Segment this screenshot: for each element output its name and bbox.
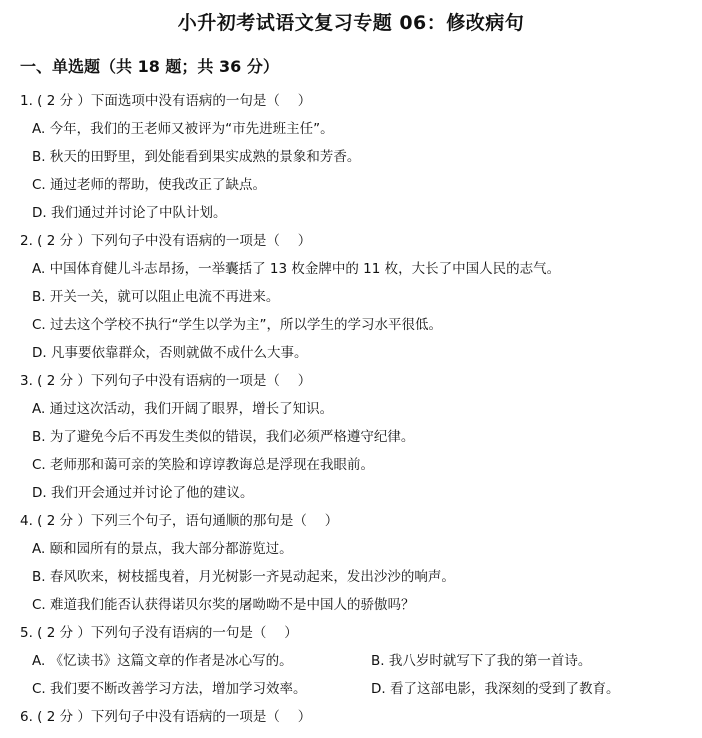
option-b: B. 开关一关，就可以阻止电流不再进来。 [32, 289, 280, 305]
question-stem: 2. ( 2 分 ）下列句子中没有语病的一项是（ ） [20, 233, 312, 249]
option-d: D. 看了这部电影，我深刻的受到了教育。 [371, 681, 620, 697]
option-row [0, 678, 702, 706]
question-list [0, 90, 702, 734]
option-a: A. 通过这次活动，我们开阔了眼界，增长了知识。 [32, 401, 334, 417]
question-stem: 3. ( 2 分 ）下列句子中没有语病的一项是（ ） [20, 373, 312, 389]
option-c: C. 过去这个学校不执行“学生以学为主”，所以学生的学习水平很低。 [32, 317, 442, 333]
option-b: B. 为了避免今后不再发生类似的错误，我们必须严格遵守纪律。 [32, 429, 415, 445]
section-heading: 一、单选题（共 18 题；共 36 分） [20, 57, 279, 76]
option-a: A. 颐和园所有的景点，我大部分都游览过。 [32, 541, 293, 557]
option-d: D. 我们开会通过并讨论了他的建议。 [32, 485, 254, 501]
option-b: B. 秋天的田野里，到处能看到果实成熟的景象和芳香。 [32, 149, 361, 165]
option-d: D. 凡事要依靠群众，否则就做不成什么大事。 [32, 345, 308, 361]
option-row [0, 650, 702, 678]
question-stem: 6. ( 2 分 ）下列句子中没有语病的一项是（ ） [20, 709, 312, 725]
option-c: C. 我们要不断改善学习方法，增加学习效率。 [32, 681, 307, 697]
option-c: C. 通过老师的帮助，使我改正了缺点。 [32, 177, 267, 193]
option-a: A. 今年，我们的王老师又被评为“市先进班主任”。 [32, 121, 334, 137]
option-d: D. 我们通过并讨论了中队计划。 [32, 205, 227, 221]
option-a: A. 《忆读书》这篇文章的作者是冰心写的。 [32, 653, 293, 669]
question-stem: 5. ( 2 分 ）下列句子没有语病的一句是（ ） [20, 625, 298, 641]
question-stem: 1. ( 2 分 ）下面选项中没有语病的一句是（ ） [20, 93, 312, 109]
option-b: B. 我八岁时就写下了我的第一首诗。 [371, 653, 592, 669]
question-stem: 4. ( 2 分 ）下列三个句子，语句通顺的那句是（ ） [20, 513, 339, 529]
option-a: A. 中国体育健儿斗志昂扬，一举囊括了 13 枚金牌中的 11 枚，大长了中国人民的志气。 [32, 261, 561, 277]
option-c: C. 难道我们能否认获得诺贝尔奖的屠呦呦不是中国人的骄傲吗？ [32, 597, 415, 613]
option-c: C. 老师那和蔼可亲的笑脸和谆谆教诲总是浮现在我眼前。 [32, 457, 375, 473]
option-b: B. 春风吹来，树枝摇曳着，月光树影一齐晃动起来，发出沙沙的响声。 [32, 569, 455, 585]
document-title: 小升初考试语文复习专题 06：修改病句 [177, 12, 525, 34]
